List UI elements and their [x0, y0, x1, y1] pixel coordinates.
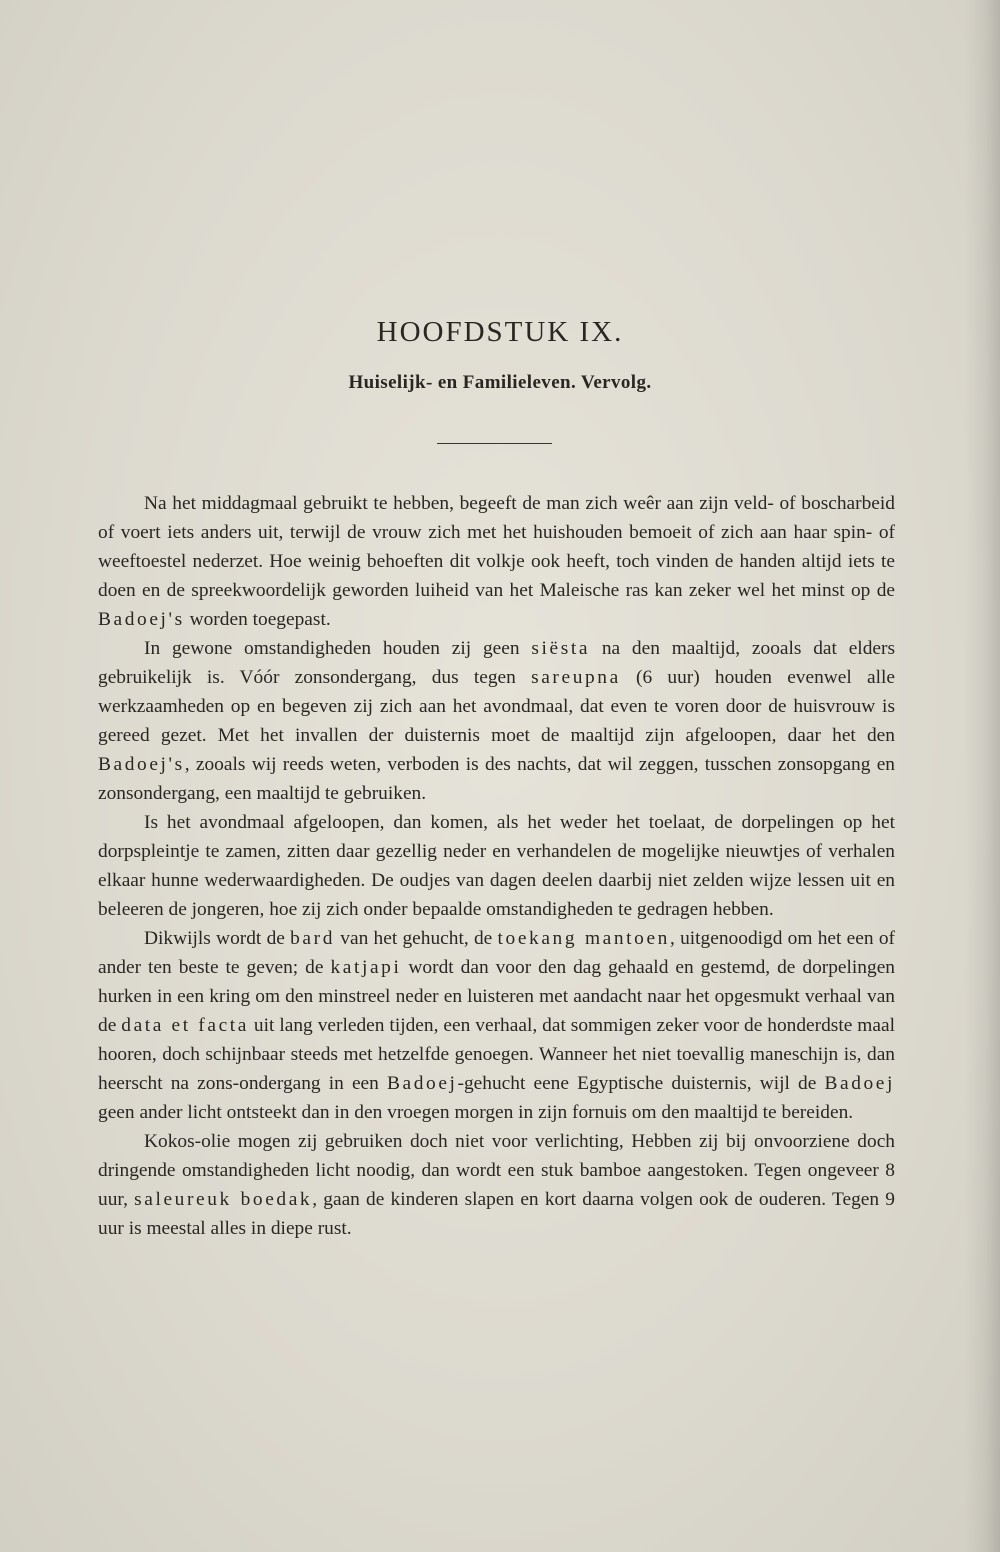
text-run: , uitgenoodigd om het een of ander ten beste te geven; de: [98, 928, 895, 978]
text-run: worden toegepast.: [184, 609, 331, 630]
paragraph: [98, 808, 895, 924]
spaced-term: Badoej's: [98, 609, 185, 630]
text-run: van het gehucht, de: [335, 928, 498, 949]
spaced-term: katjapi: [330, 957, 402, 978]
spaced-term: data et facta: [121, 1015, 249, 1036]
spaced-term: toekang mantoen: [497, 928, 670, 949]
text-run: Is het avondmaal afgeloopen, dan komen, als het weder het toelaat, de dorpelingen op het dorpspleintje te zamen, zitten daar gezellig neder en verhandelen de mogelijke nieuwtjes of verhalen elkaar hunne wederwaardigheden. De oudjes van dagen deelen daarbij niet zelden wijze lessen uit en beleeren de jongeren, hoe zij zich onder bepaalde omstandigheden te gedragen hebben.: [98, 812, 895, 920]
text-run: (6 uur) houden evenwel alle werkzaamheden op en begeven zij zich aan het avondmaal, dat even te voren door de huisvrouw is gereed gezet. Met het invallen der duisternis moet de maaltijd zijn afgeloopen, daar het den: [98, 667, 895, 746]
spaced-term: saleureuk boedak: [134, 1189, 313, 1210]
text-run: , zooals wij reeds weten, verboden is des nachts, dat wil zeggen, tusschen zonsopgang en zonsondergang, een maaltijd te gebruiken.: [98, 754, 895, 804]
text-run: Kokos-olie mogen zij gebruiken doch niet voor verlichting, Hebben zij bij onvoorziene doch dringende omstandigheden licht noodig, dan wordt een stuk bamboe aangestoken. Tegen ongeveer 8 uur,: [98, 1131, 895, 1210]
spaced-term: sareupna: [531, 667, 621, 688]
spaced-term: Badoej: [386, 1073, 458, 1094]
text-run: uit lang verleden tijden, een verhaal, dat sommigen zeker voor de honderdste maal hooren, doch schijnbaar steeds met hetzelfde genoegen. Wanneer het niet toevallig maneschijn is, dan heerscht na zons-ondergang in een: [98, 1015, 895, 1094]
paragraph: [98, 924, 895, 1127]
text-run: Na het middagmaal gebruikt te hebben, begeeft de man zich weêr aan zijn veld- of boscharbeid of voert iets anders uit, terwijl de vrouw zich met het huishouden bemoeit of zich aan haar spin- of weeftoestel nederzet. Hoe weinig behoeften dit volkje ook heeft, toch vinden de handen altijd iets te doen en de spreekwoordelijk geworden luiheid van het Maleische ras kan zeker wel het minst op de: [98, 493, 895, 601]
text-run: In gewone omstandigheden houden zij geen: [144, 638, 532, 659]
spaced-term: Badoej's: [98, 754, 185, 775]
text-run: -gehucht eene Egyptische duisternis, wijl de: [457, 1073, 825, 1094]
text-run: na den maaltijd, zooals dat elders gebruikelijk is. Vóór zonsondergang, dus tegen: [98, 638, 895, 688]
paragraph: [98, 489, 895, 634]
spaced-term: Badoej: [824, 1073, 895, 1094]
spaced-term: bard: [290, 928, 335, 949]
page-edge-shadow: [964, 0, 1000, 1552]
text-run: Dikwijls wordt de: [144, 928, 291, 949]
chapter-title: HOOFDSTUK IX.: [376, 316, 624, 348]
paragraph: [98, 634, 895, 808]
text-run: , gaan de kinderen slapen en kort daarna volgen ook de ouderen. Tegen 9 uur is meestal alles in diepe rust.: [98, 1189, 895, 1239]
chapter-subtitle: Huiselijk- en Familieleven. Vervolg.: [348, 372, 652, 393]
spaced-term: siësta: [531, 638, 591, 659]
title-divider: [437, 443, 552, 444]
text-run: geen ander licht ontsteekt dan in den vroegen morgen in zijn fornuis om den maaltijd te bereiden.: [98, 1102, 854, 1123]
body-text: [98, 489, 895, 1243]
paragraph: [98, 1127, 895, 1243]
text-run: wordt dan voor den dag gehaald en gestemd, de dorpelingen hurken in een kring om den minstreel neder en luisteren met aandacht naar het opgesmukt verhaal van de: [98, 957, 895, 1036]
